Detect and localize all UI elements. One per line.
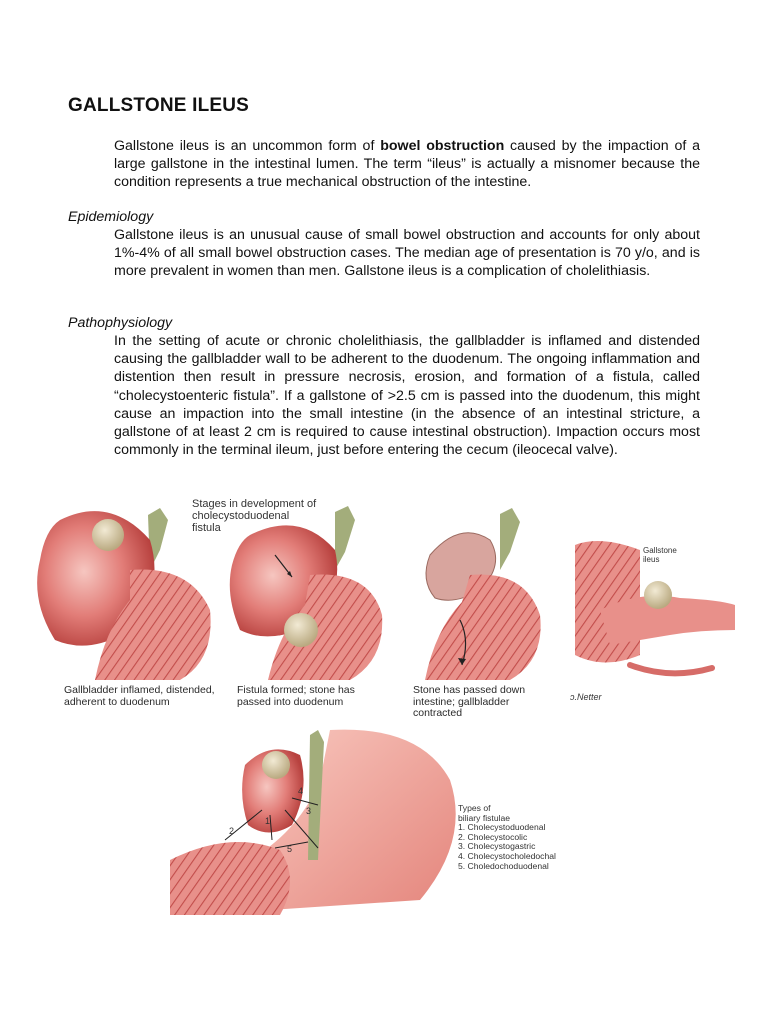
artist-signature: ↄ.Netter: [570, 692, 602, 702]
stages-title-line-1: Stages in development of: [192, 498, 317, 510]
intro-text-after: caused by the impaction of a large gallstone in the intestinal lumen. The term “ileus” is actually a misnomer because the condition represents a true mechanical obstruction of the intestine.: [114, 138, 701, 191]
arrow-number-2: 2: [229, 826, 235, 836]
legend-title-line: biliary fistulae: [458, 812, 511, 823]
legend-item: 5. Choledochoduodenal: [458, 860, 549, 871]
section-text-epidemiology: Gallstone ileus is an unusual cause of small bowel obstruction and accounts for only about 1%-4% of all small bowel obstruction cases. The median age of presentation is 70 y/o, and is more prevalent in women than men. Gallstone ileus is a complication of cholelithiasis.: [114, 227, 700, 280]
legend-item: 4. Cholecystocholedochal: [458, 850, 556, 861]
page-title: GALLSTONE ILEUS: [68, 95, 250, 116]
caption-line: Gallbladder inflamed, distended,: [64, 684, 215, 696]
arrow-number-4: 4: [298, 786, 304, 796]
caption-line: contracted: [413, 707, 463, 719]
appendix: [630, 665, 712, 673]
caption-panel-1: [64, 685, 215, 708]
gallstone: [284, 613, 318, 647]
intro-bold-term: bowel obstruction: [380, 138, 505, 154]
fistulae-legend: [458, 804, 556, 871]
legend-item: 2. Cholecystocolic: [458, 831, 528, 842]
caption-line: passed into duodenum: [237, 695, 344, 708]
panel-inflamed-gallbladder: [37, 508, 210, 680]
caption-line: adherent to duodenum: [64, 695, 170, 708]
arrow-number-3: 3: [306, 806, 312, 816]
intro-paragraph: [114, 137, 700, 192]
arrow-number-5: 5: [287, 844, 293, 854]
caption-line: Stone has passed down: [413, 684, 526, 696]
section-text-pathophysiology: In the setting of acute or chronic cholelithiasis, the gallbladder is inflamed and distended causing the gallbladder wall to be adherent to the duodenum. The ongoing inflammation and distention then result in pressure necrosis, erosion, and formation of a fistula, called “cholecystoenteric fistula”. If a gallstone of >2.5 cm is passed into the duodenum, this might cause an impaction into the small intestine (in the absence of an intestinal stricture, a gallstone of at least 2 cm is required to cause intestinal obstruction). Impaction occurs most commonly in the terminal ileum, just before entering the cecum (ileocecal valve).: [114, 333, 700, 459]
legend-item: 1. Cholecystoduodenal: [458, 822, 546, 833]
panel-fistula-formed: [230, 506, 382, 680]
caption-panel-2: [237, 685, 355, 708]
gallstone-ileus-label-line-2: ileus: [643, 555, 660, 564]
panel-stone-passed: [425, 508, 541, 680]
legend-item: 3. Cholecystogastric: [458, 841, 536, 852]
biliary-fistulae-illustration: [170, 730, 456, 915]
caption-line: intestine; gallbladder: [413, 695, 510, 708]
intro-text-before: Gallstone ileus is an uncommon form of: [114, 138, 381, 154]
gallstone: [262, 751, 290, 779]
caption-panel-3: [413, 685, 525, 720]
legend-title-line: Types of: [458, 803, 491, 813]
gallstone: [92, 519, 124, 551]
impacted-gallstone: [644, 581, 672, 609]
colon: [170, 842, 293, 915]
caption-line: Fistula formed; stone has: [237, 684, 355, 696]
bile-duct: [335, 506, 355, 570]
stages-title-line-2: cholecystoduodenal: [192, 510, 290, 522]
section-heading-epidemiology: Epidemiology: [68, 209, 154, 225]
section-heading-pathophysiology: Pathophysiology: [68, 315, 173, 331]
bile-duct: [500, 508, 520, 570]
arrow-number-1: 1: [265, 816, 271, 826]
stages-title-line-3: fistula: [192, 522, 221, 534]
gallstone-ileus-label-line-1: Gallstone: [643, 546, 677, 555]
